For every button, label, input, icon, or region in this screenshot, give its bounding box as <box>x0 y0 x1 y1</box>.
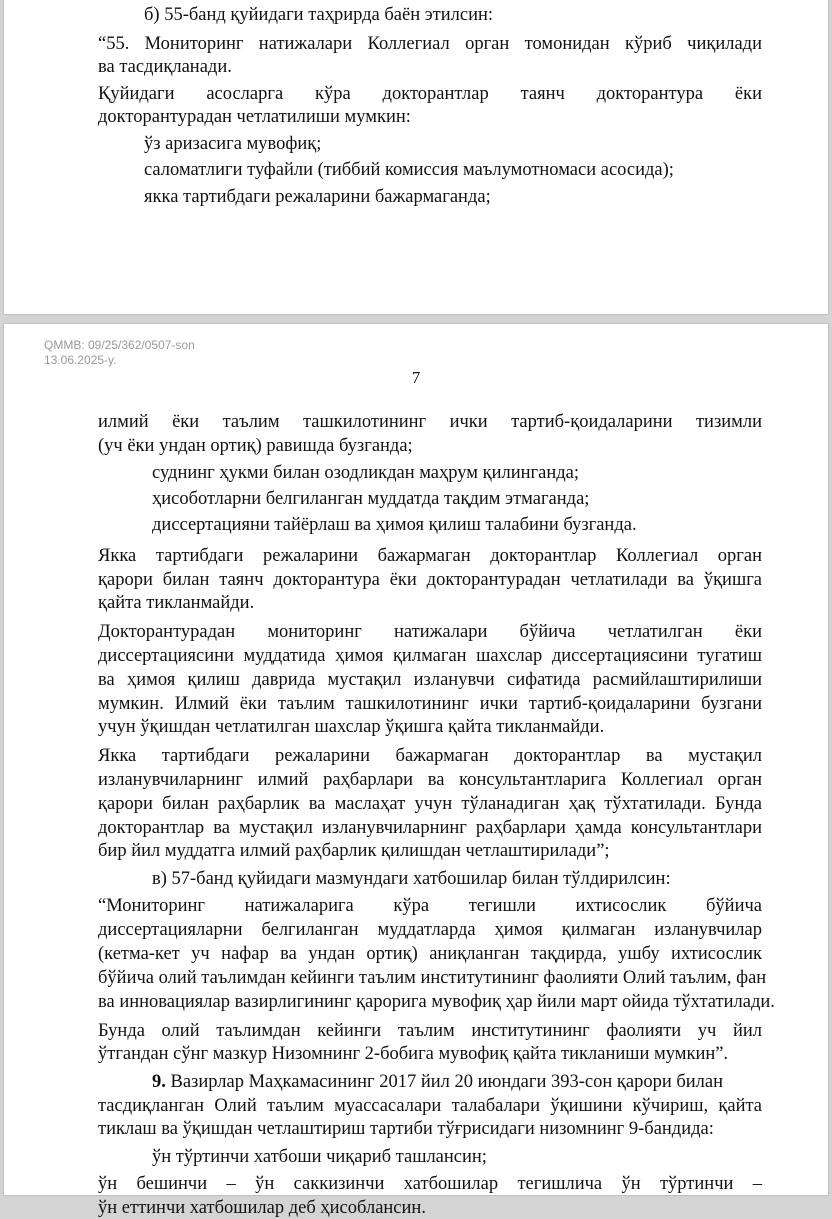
text-line: б) 55-банд қуйидаги таҳрирда баён этилсин: <box>144 5 494 25</box>
text-line: Бунда олий таълимдан кейинги таълим институтининг фаолияти уч йил <box>98 1021 762 1041</box>
text-line: қарори билан таянч докторантура ёки докторантурадан четлатилади ва ўқишга <box>98 570 762 590</box>
document-page-1 <box>4 0 828 314</box>
text-line: ўз аризасига мувофиқ; <box>144 134 322 154</box>
text-line: ўтгандан сўнг мазкур Низомнинг 2-бобига мувофиқ қайта тикланиши мумкин”. <box>98 1044 729 1064</box>
text-line: “Мониторинг натижаларига кўра тегишли ихтисослик бўйича <box>98 896 762 916</box>
text-line: (кетма-кет уч нафар ва ундан ортиқ) аниқланган тақдирда, ушбу ихтисослик <box>98 944 762 964</box>
text-line: қайта тикланмайди. <box>98 593 255 613</box>
text-line: Қуйидаги асосларга кўра докторантлар таянч докторантура ёки <box>98 84 762 104</box>
text-line: қарори билан раҳбарлик ва маслаҳат учун тўланадиган ҳақ тўхтатилади. Бунда <box>98 794 762 814</box>
text-line: Якка тартибдаги режаларини бажармаган докторантлар Коллегиал орган <box>98 546 762 566</box>
registration-stamp-date: 13.06.2025-y. <box>44 353 117 367</box>
document-page-2 <box>4 324 828 1218</box>
text-line: Якка тартибдаги режаларини бажармаган докторантлар ва мустақил <box>98 746 762 766</box>
text-line: ўн бешинчи – ўн саккизинчи хатбошилар тегишлича ўн тўртинчи – <box>98 1174 762 1194</box>
text-line: докторантурадан четлатилиши мумкин: <box>98 107 411 127</box>
text-line: якка тартибдаги режаларини бажармаганда; <box>144 187 491 207</box>
text-line: мумкин. Илмий ёки таълим ташкилотининг ички тартиб-қоидаларини бузгани <box>98 694 762 714</box>
text-line: докторантлар ва мустақил изланувчиларнинг раҳбарлари ҳамда консультантлари <box>98 818 762 838</box>
text-line: бир йил муддатга илмий раҳбарлик қилишдан четлаштирилади”; <box>98 841 610 861</box>
registration-stamp-code: QMMB: 09/25/362/0507-son <box>44 338 195 352</box>
text-line: изланувчиларнинг илмий раҳбарлари ва консультантларига Коллегиал орган <box>98 770 762 790</box>
text-line: тасдиқланган Олий таълим муассасалари талабалари ўқишини кўчириш, қайта <box>98 1096 762 1116</box>
text-line: учун ўқишдан четлатилган шахслар ўқишга қайта тикланмайди. <box>98 717 605 737</box>
text-line: ўн еттинчи хатбошилар деб ҳисоблансин. <box>98 1198 426 1218</box>
text-line: илмий ёки таълим ташкилотининг ички тартиб-қоидаларини тизимли <box>98 412 762 432</box>
text-line: бўйича олий таълимдан кейинги таълим институтининг фаолияти Олий таълим, фан <box>98 968 767 988</box>
text-line: тиклаш ва ўқишдан четлаштириш тартиби тўғрисидаги низомнинг 9-бандида: <box>98 1119 714 1139</box>
text-line: диссертацияни тайёрлаш ва ҳимоя қилиш талабини бузганда. <box>152 515 637 535</box>
text-line: (уч ёки ундан ортиқ) равишда бузганда; <box>98 436 413 456</box>
text-line: диссертациясини муддатида ҳимоя қилмаган шахслар диссертациясини тугатиш <box>98 646 762 666</box>
item-number: 9. <box>152 1072 166 1092</box>
text-fragment: Вазирлар Маҳкамасининг 2017 йил 20 июндаги 393-сон қарори билан <box>165 1072 724 1092</box>
text-line: в) 57-банд қуйидаги мазмундаги хатбошилар билан тўлдирилсин: <box>152 869 671 889</box>
page-number: 7 <box>411 368 421 387</box>
text-line: суднинг ҳукми билан озодликдан маҳрум қилинганда; <box>152 463 579 483</box>
text-line: ва тасдиқланади. <box>98 57 232 77</box>
text-line: ҳисоботларни белгиланган муддатда тақдим этмаганда; <box>152 489 590 509</box>
text-line: ўн тўртинчи хатбоши чиқариб ташлансин; <box>152 1147 487 1167</box>
text-line: диссертацияларни белгиланган муддатларда ҳимоя қилмаган изланувчилар <box>98 920 762 940</box>
text-line: ва ҳимоя қилиш даврида мустақил изланувчи сифатида расмийлаштирилиши <box>98 670 762 690</box>
text-line: саломатлиги туфайли (тиббий комиссия маълумотномаси асосида); <box>144 160 674 180</box>
text-line: ва инновациялар вазирлигининг қарорига мувофиқ ҳар йили март ойида тўхтатилади. <box>98 992 775 1012</box>
text-line: “55. Мониторинг натижалари Коллегиал орган томонидан кўриб чиқилади <box>98 34 762 54</box>
text-line <box>152 1071 723 1093</box>
text-line: Докторантурадан мониторинг натижалари бўйича четлатилган ёки <box>98 622 762 642</box>
